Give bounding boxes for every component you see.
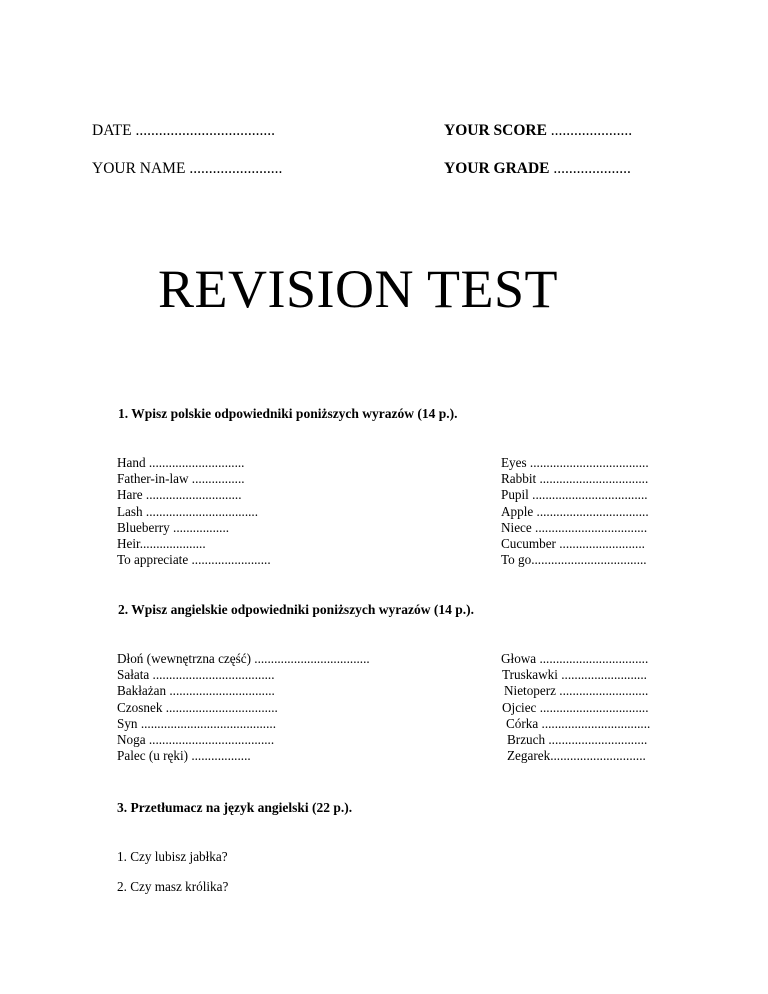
list-item: Noga ...................................... <box>117 732 275 748</box>
section-2-right-list <box>501 651 650 764</box>
list-item: Córka ................................. <box>506 715 651 731</box>
score-dots: ..................... <box>550 122 633 139</box>
list-item: Nietoperz ........................... <box>504 683 649 699</box>
list-item: Father-in-law ................ <box>117 471 245 487</box>
list-item: Syn ......................................... <box>117 715 276 731</box>
list-item: Sałata ..................................... <box>117 667 275 683</box>
list-item: Głowa ................................. <box>501 651 649 666</box>
section-3-heading: 3. Przetłumacz na język angielski (22 p.). <box>117 800 353 815</box>
score-field <box>444 122 632 140</box>
score-label: YOUR SCORE <box>444 122 547 139</box>
list-item: Cucumber .......................... <box>501 536 645 552</box>
list-item: Ojciec ................................. <box>502 699 649 715</box>
list-item: Zegarek............................. <box>507 748 646 764</box>
date-dots: .................................... <box>135 122 275 139</box>
list-item: Niece .................................. <box>501 519 648 535</box>
grade-dots: .................... <box>553 160 631 177</box>
list-item: Pupil ................................... <box>501 487 648 503</box>
list-item: Blueberry ................. <box>117 519 230 535</box>
list-item: Brzuch .............................. <box>507 732 648 748</box>
list-item: Eyes .................................... <box>501 455 649 470</box>
list-item: To go................................... <box>501 552 647 568</box>
list-item: Lash .................................. <box>117 503 259 519</box>
name-field <box>92 160 282 178</box>
page-title: REVISION TEST <box>158 259 559 319</box>
section-1-heading: 1. Wpisz polskie odpowiedniki poniższych wyrazów (14 p.). <box>118 406 458 421</box>
name-dots: ........................ <box>189 160 283 177</box>
date-field <box>92 122 275 140</box>
section-2-left-list <box>117 651 370 764</box>
grade-field <box>444 160 631 178</box>
list-item: Rabbit ................................. <box>501 471 649 487</box>
list-item: Czosnek .................................. <box>117 699 278 715</box>
name-label: YOUR NAME <box>92 160 186 177</box>
list-item: Truskawki .......................... <box>502 667 647 683</box>
question-1: 1. Czy lubisz jabłka? <box>117 849 228 864</box>
list-item: Hare ............................. <box>117 487 242 503</box>
list-item: To appreciate ........................ <box>117 552 271 568</box>
grade-label: YOUR GRADE <box>444 160 550 177</box>
list-item: Heir.................... <box>117 536 206 552</box>
section-1-left-list <box>117 455 271 568</box>
list-item: Hand ............................. <box>117 455 245 470</box>
list-item: Dłoń (wewnętrzna część) ................................... <box>117 651 370 666</box>
section-1-right-list <box>501 455 649 568</box>
question-2: 2. Czy masz królika? <box>117 879 229 894</box>
section-2-heading: 2. Wpisz angielskie odpowiedniki poniższych wyrazów (14 p.). <box>118 602 475 617</box>
list-item: Palec (u ręki) .................. <box>117 748 251 764</box>
list-item: Apple .................................. <box>501 503 649 519</box>
list-item: Bakłażan ................................ <box>117 683 275 699</box>
date-label: DATE <box>92 122 132 139</box>
